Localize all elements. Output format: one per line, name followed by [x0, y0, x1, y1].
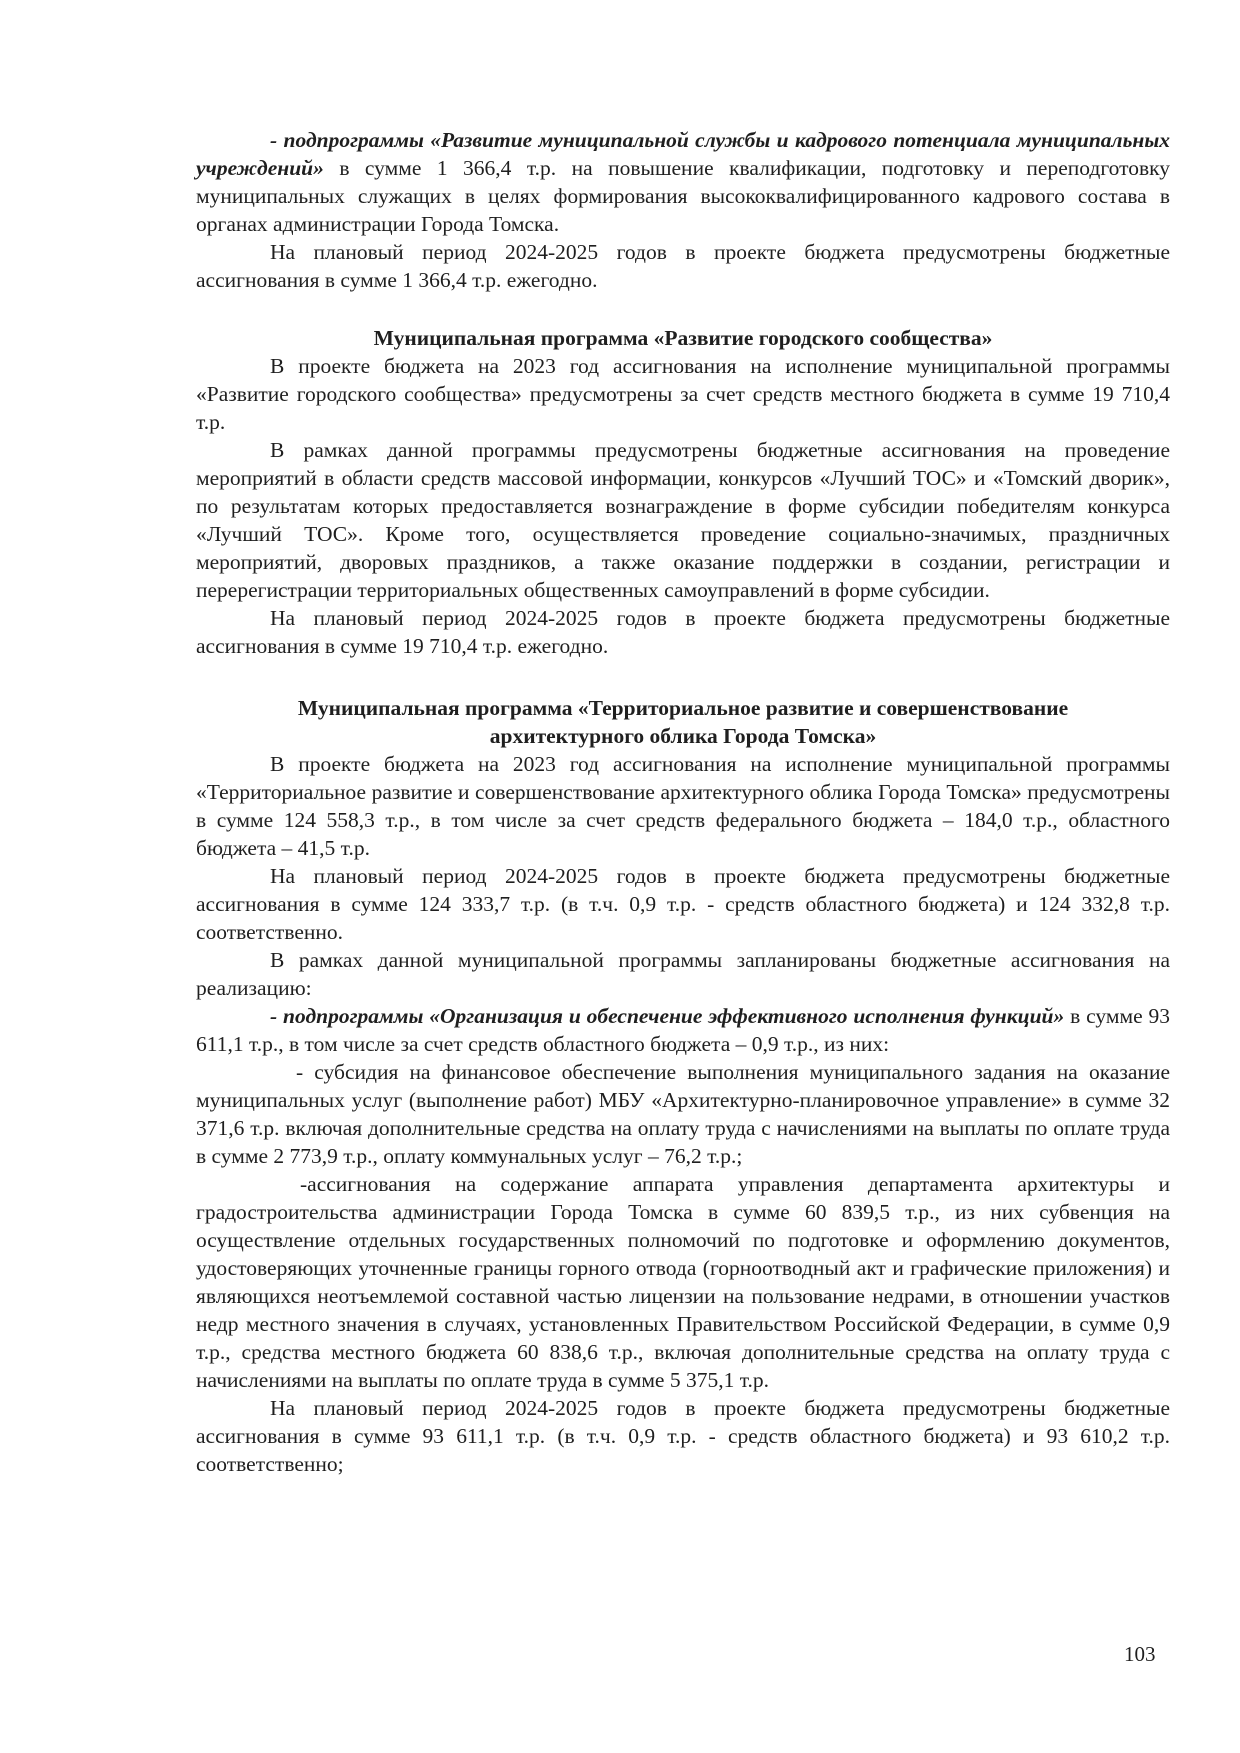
administration-allocation-paragraph: -ассигнования на содержание аппарата управления департамента архитектуры и градостроительства администрации Города Томска в сумме 60 839,5 т.р., из них субвенция на осуществление отдельных государственных полномочий по подготовке и оформлению документов, удостоверяющих уточненные границы горного отвода (горноотводный акт и графические приложения) и являющихся неотъемлемой составной частью лицензии на пользование недрами, в отношении участков недр местного значения в случаях, установленных Правительством Российской Федерации, в сумме 0,9 т.р., средства местного бюджета 60 838,6 т.р., включая дополнительные средства на оплату труда с начислениями на выплаты по оплате труда в сумме 5 375,1 т.р.	[196, 1172, 1170, 1392]
architecture-allocation-intro: В рамках данной муниципальной программы запланированы бюджетные ассигнования на реализацию:	[196, 948, 1170, 1000]
subsidy-paragraph: - субсидия на финансовое обеспечение выполнения муниципального задания на оказание муниципальных услуг (выполнение работ) МБУ «Архитектурно-планировочное управление» в сумме 32 371,6 т.р. включая дополнительные средства на оплату труда с начислениями на выплаты по оплате труда в сумме 2 773,9 т.р., оплату коммунальных услуг – 76,2 т.р.;	[196, 1060, 1170, 1168]
section-spacer	[196, 660, 1170, 694]
planned-period-paragraph: На плановый период 2024-2025 годов в проекте бюджета предусмотрены бюджетные ассигнования в сумме 1 366,4 т.р. ежегодно.	[196, 240, 1170, 292]
subprogram-title: подпрограммы «Развитие муниципальной службы и кадрового потенциала муниципальных учреждений»	[196, 128, 1170, 180]
section-heading-architecture-line1: Муниципальная программа «Территориальное развитие и совершенствование	[297, 696, 1069, 720]
list-dash: -	[270, 1004, 284, 1028]
section-spacer	[196, 294, 1170, 324]
architecture-planned-paragraph: На плановый период 2024-2025 годов в проекте бюджета предусмотрены бюджетные ассигнования в сумме 124 333,7 т.р. (в т.ч. 0,9 т.р. - средств областного бюджета) и 124 332,8 т.р. соответственно.	[196, 864, 1170, 944]
page-number: 103	[1124, 1642, 1156, 1666]
subprogram-title: подпрограммы «Организация и обеспечение эффективного исполнения функций»	[283, 1004, 1065, 1028]
community-budget-paragraph: В проекте бюджета на 2023 год ассигнования на исполнение муниципальной программы «Развитие городского сообщества» предусмотрены за счет средств местного бюджета в сумме 19 710,4 т.р.	[196, 354, 1170, 434]
subprogram-civil-service-paragraph	[196, 126, 1170, 238]
section-heading-community: Муниципальная программа «Развитие городского сообщества»	[373, 326, 993, 350]
community-planned-paragraph: На плановый период 2024-2025 годов в проекте бюджета предусмотрены бюджетные ассигнования в сумме 19 710,4 т.р. ежегодно.	[196, 606, 1170, 658]
architecture-budget-paragraph: В проекте бюджета на 2023 год ассигнования на исполнение муниципальной программы «Территориальное развитие и совершенствование архитектурного облика Города Томска» предусмотрены в сумме 124 558,3 т.р., в том числе за счет средств федерального бюджета – 184,0 т.р., областного бюджета – 41,5 т.р.	[196, 752, 1170, 860]
subprogram-text: в сумме 93 611,1 т.р., в том числе за счет средств областного бюджета – 0,9 т.р., из них:	[196, 1004, 1170, 1056]
community-activities-paragraph: В рамках данной программы предусмотрены бюджетные ассигнования на проведение мероприятий в области средств массовой информации, конкурсов «Лучший ТОС» и «Томский дворик», по результатам которых предоставляется вознаграждение в форме субсидии победителям конкурса «Лучший ТОС». Кроме того, осуществляется проведение социально-значимых, праздничных мероприятий, дворовых праздников, а также оказание поддержки в создании, регистрации и перерегистрации территориальных общественных самоуправлений в форме субсидии.	[196, 438, 1170, 602]
document-page	[196, 126, 1170, 1478]
subprogram-functions-paragraph	[196, 1002, 1170, 1058]
section-heading-architecture-line2: архитектурного облика Города Томска»	[489, 724, 877, 748]
subprogram-text: в сумме 1 366,4 т.р. на повышение квалификации, подготовку и переподготовку муниципальных служащих в целях формирования высококвалифицированного кадрового состава в органах администрации Города Томска.	[196, 156, 1170, 236]
list-dash: -	[270, 128, 284, 152]
functions-planned-paragraph: На плановый период 2024-2025 годов в проекте бюджета предусмотрены бюджетные ассигнования в сумме 93 611,1 т.р. (в т.ч. 0,9 т.р. - средств областного бюджета) и 93 610,2 т.р. соответственно;	[196, 1396, 1170, 1476]
